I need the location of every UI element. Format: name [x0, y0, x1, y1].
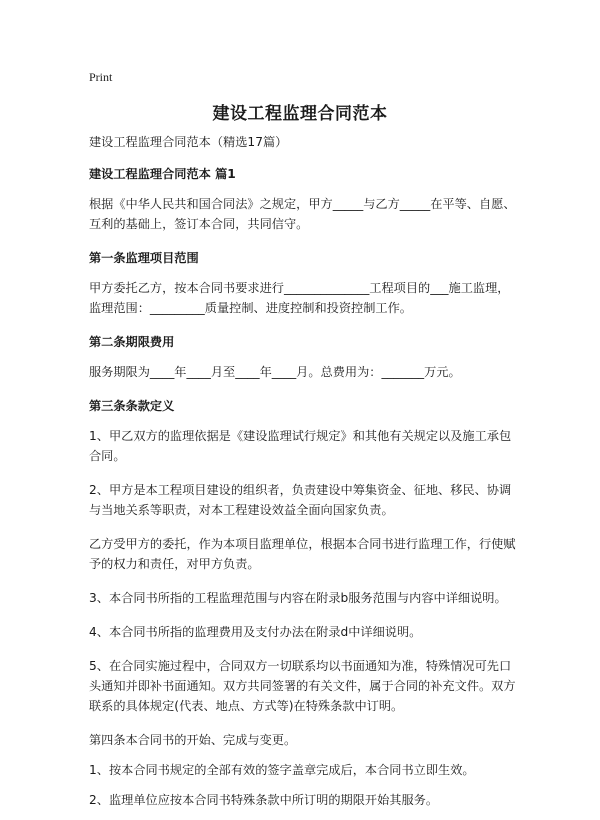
article-2-text: 服务期限为____年____月至____年____月。总费用为：_______万元。 — [89, 365, 461, 379]
document-subtitle: 建设工程监理合同范本（精选17篇） — [89, 135, 288, 149]
article-1-text: 甲方委托乙方，按本合同书要求进行______________工程项目的___施工监理，监理范围：_________质量控制、进度控制和投资控制工作。 — [89, 281, 510, 315]
article-2-title: 第二条期限费用 — [89, 335, 175, 349]
article-3-title: 第三条条款定义 — [89, 399, 175, 413]
print-label[interactable]: Print — [89, 70, 113, 84]
clause-3: 3、本合同书所指的工程监理范围与内容在附录b服务范围与内容中详细说明。 — [89, 591, 507, 605]
article-4-item-2: 2、监理单位应按本合同书特殊条款中所订明的期限开始其服务。 — [89, 793, 439, 807]
intro-paragraph: 根据《中华人民共和国合同法》之规定，甲方_____与乙方_____在平等、自愿、互利的基础上，签订本合同，共同信守。 — [89, 197, 516, 231]
article-1-title: 第一条监理项目范围 — [89, 251, 199, 265]
article-4-item-1: 1、按本合同书规定的全部有效的签字盖章完成后，本合同书立即生效。 — [89, 763, 475, 777]
clause-5: 5、在合同实施过程中，合同双方一切联系均以书面通知为准，特殊情况可先口头通知并即补书面通知。双方共同签署的有关文件，属于合同的补充文件。双方联系的具体规定(代表、地点、方式等)在特殊条款中订明。 — [89, 659, 516, 713]
section-heading: 建设工程监理合同范本 篇1 — [89, 167, 236, 181]
clause-2b: 乙方受甲方的委托，作为本项目监理单位，根据本合同书进行监理工作，行使赋予的权力和责任，对甲方负责。 — [89, 537, 516, 571]
article-4-title: 第四条本合同书的开始、完成与变更。 — [89, 733, 297, 747]
clause-4: 4、本合同书所指的监理费用及支付办法在附录d中详细说明。 — [89, 625, 422, 639]
clause-2: 2、甲方是本工程项目建设的组织者，负责建设中筹集资金、征地、移民、协调与当地关系等职责，对本工程建设效益全面向国家负责。 — [89, 483, 512, 517]
document-title: 建设工程监理合同范本 — [212, 104, 388, 124]
document-body — [89, 132, 517, 820]
clause-1: 1、甲乙双方的监理依据是《建设监理试行规定》和其他有关规定以及施工承包合同。 — [89, 429, 512, 463]
